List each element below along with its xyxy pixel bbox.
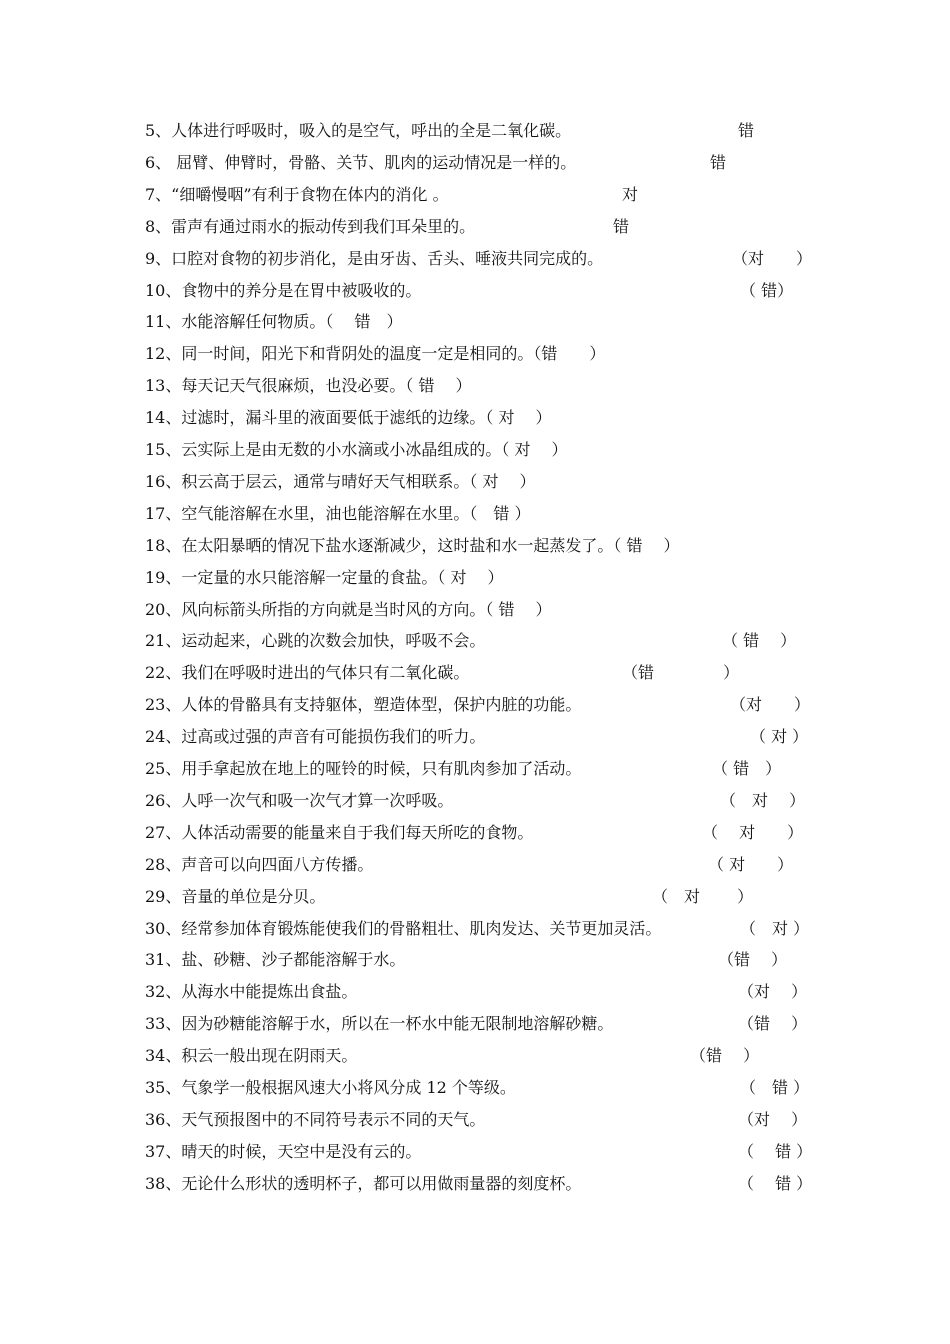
answer-text: （ 错） [740, 280, 794, 300]
answer-text: （ 对 ） [750, 727, 809, 747]
question-item [0, 245, 950, 273]
question-item [0, 436, 950, 464]
question-item [0, 1074, 950, 1102]
question-item [0, 1010, 950, 1038]
question-text: 37、晴天的时候，天空中是没有云的。 [145, 1141, 422, 1161]
question-item [0, 691, 950, 719]
question-item [0, 946, 950, 974]
answer-text: （ 对 ） [720, 790, 806, 810]
answer-text: （ 错 ） [738, 1141, 813, 1161]
question-text: 22、我们在呼吸时进出的气体只有二氧化碳。 [145, 663, 470, 683]
answer-text: （错 ） [690, 1046, 760, 1066]
question-item [0, 308, 950, 336]
question-text: 31、盐、砂糖、沙子都能溶解于水。 [145, 950, 406, 970]
question-text: 34、积云一般出现在阴雨天。 [145, 1046, 358, 1066]
answer-text: 错 [613, 216, 630, 236]
question-item [0, 532, 950, 560]
question-item [0, 404, 950, 432]
question-text: 26、人呼一次气和吸一次气才算一次呼吸。 [145, 790, 454, 810]
answer-text: （ 错 ） [712, 759, 782, 778]
question-text: 36、天气预报图中的不同符号表示不同的天气。 [145, 1109, 486, 1129]
answer-text: （对 ） [730, 695, 811, 715]
answer-text: （ 对 ） [740, 918, 810, 938]
question-item [0, 564, 950, 592]
answer-text: （ 错 ） [740, 1078, 810, 1097]
answer-text: （错 ） [718, 950, 788, 970]
question-text: 33、因为砂糖能溶解于水，所以在一杯水中能无限制地溶解砂糖。 [145, 1014, 614, 1034]
question-text: 6、 屈臂、伸臂时，骨骼、关节、肌肉的运动情况是一样的。 [145, 152, 577, 172]
question-item [0, 213, 950, 241]
question-text: 32、从海水中能提炼出食盐。 [145, 982, 358, 1002]
question-text: 7、“细嚼慢咽”有利于食物在体内的消化 。 [145, 184, 449, 204]
question-item [0, 1170, 950, 1198]
question-text: 16、积云高于层云，通常与晴好天气相联系。（ 对 ） [145, 471, 536, 491]
question-text: 17、空气能溶解在水里，油也能溶解在水里。（ 错 ） [145, 503, 531, 523]
question-item [0, 117, 950, 145]
question-item [0, 1106, 950, 1134]
question-text: 35、气象学一般根据风速大小将风分成 12 个等级。 [145, 1078, 516, 1097]
answer-text: （ 对 ） [652, 886, 754, 906]
question-item [0, 277, 950, 305]
question-text: 15、云实际上是由无数的小水滴或小冰晶组成的。（ 对 ） [145, 440, 568, 459]
question-item [0, 468, 950, 496]
question-item [0, 500, 950, 528]
question-text: 18、在太阳暴晒的情况下盐水逐渐减少，这时盐和水一起蒸发了。（ 错 ） [145, 535, 680, 555]
answer-text: 错 [710, 152, 727, 172]
question-text: 21、运动起来，心跳的次数会加快，呼吸不会。 [145, 631, 486, 651]
answer-text: （对 ） [738, 982, 808, 1002]
question-item [0, 978, 950, 1006]
question-item [0, 819, 950, 847]
question-text: 20、风向标箭头所指的方向就是当时风的方向。（ 错 ） [145, 599, 552, 619]
question-text: 14、过滤时，漏斗里的液面要低于滤纸的边缘。（ 对 ） [145, 408, 552, 428]
answer-text: 对 [622, 184, 639, 204]
question-item [0, 181, 950, 209]
question-text: 19、一定量的水只能溶解一定量的食盐。（ 对 ） [145, 567, 504, 587]
question-item [0, 723, 950, 751]
question-text: 12、同一时间，阳光下和背阴处的温度一定是相同的。（错 ） [145, 344, 606, 364]
question-text: 9、口腔对食物的初步消化，是由牙齿、舌头、唾液共同完成的。 [145, 248, 604, 268]
answer-text: （错 ） [622, 663, 740, 683]
question-item [0, 851, 950, 879]
question-text: 11、水能溶解任何物质。（ 错 ） [145, 312, 403, 332]
question-item [0, 755, 950, 783]
question-text: 13、每天记天气很麻烦，也没必要。（ 错 ） [145, 376, 472, 396]
answer-text: 错 [738, 121, 755, 140]
question-text: 10、食物中的养分是在胃中被吸收的。 [145, 280, 422, 300]
answer-text: （ 对 ） [708, 854, 794, 874]
answer-text: （ 错 ） [722, 631, 797, 651]
question-text: 29、音量的单位是分贝。 [145, 886, 326, 906]
question-text: 23、人体的骨骼具有支持躯体，塑造体型，保护内脏的功能。 [145, 695, 582, 715]
question-text: 30、经常参加体育锻炼能使我们的骨骼粗壮、肌肉发达、关节更加灵活。 [145, 918, 662, 938]
question-item [0, 1042, 950, 1070]
question-item [0, 340, 950, 368]
question-text: 24、过高或过强的声音有可能损伤我们的听力。 [145, 727, 486, 747]
question-item [0, 883, 950, 911]
answer-text: （ 错 ） [738, 1173, 813, 1193]
question-item [0, 915, 950, 943]
question-text: 8、雷声有通过雨水的振动传到我们耳朵里的。 [145, 216, 476, 236]
question-item [0, 372, 950, 400]
question-text: 28、声音可以向四面八方传播。 [145, 854, 374, 874]
question-item [0, 787, 950, 815]
answer-text: （ 对 ） [702, 822, 804, 842]
answer-text: （对 ） [732, 248, 813, 268]
question-text: 38、无论什么形状的透明杯子，都可以用做雨量器的刻度杯。 [145, 1173, 582, 1193]
question-item [0, 149, 950, 177]
answer-text: （对 ） [738, 1109, 808, 1129]
question-text: 5、人体进行呼吸时，吸入的是空气，呼出的全是二氧化碳。 [145, 121, 572, 140]
question-item [0, 659, 950, 687]
question-item [0, 1138, 950, 1166]
question-item [0, 596, 950, 624]
question-text: 27、人体活动需要的能量来自于我们每天所吃的食物。 [145, 822, 534, 842]
answer-text: （错 ） [738, 1014, 808, 1034]
question-item [0, 627, 950, 655]
question-text: 25、用手拿起放在地上的哑铃的时候，只有肌肉参加了活动。 [145, 759, 582, 778]
